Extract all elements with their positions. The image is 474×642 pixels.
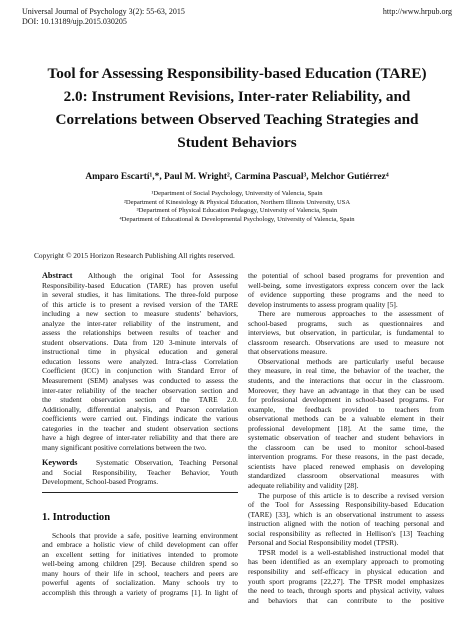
body-line: and behaviors that can contribute to the positive bbox=[248, 595, 444, 605]
body-line: students, and the interactions that occur in the classroom. bbox=[248, 376, 444, 386]
paragraph bbox=[248, 309, 444, 357]
abstract-line: education lessons were analyzed. Intra-class Correlation bbox=[42, 356, 238, 366]
abstract-line: Coefficient (ICC) in conjunction with Standard Error of bbox=[42, 366, 238, 376]
abstract bbox=[42, 271, 238, 452]
body-line: school-based programs, such as questionnaires and bbox=[248, 318, 444, 328]
journal-citation: Universal Journal of Psychology 3(2): 55-63, 2015 bbox=[22, 7, 185, 16]
paragraph bbox=[248, 548, 444, 605]
body-line: the potential of school based programs for prevention and bbox=[248, 271, 444, 280]
body-line: Moreover, they have an advantage in that they can be used bbox=[248, 385, 444, 395]
right-column bbox=[248, 271, 444, 605]
section-heading-introduction: 1. Introduction bbox=[42, 512, 111, 524]
running-header-left bbox=[22, 7, 185, 27]
title-line: 2.0: Instrument Revisions, Inter-rater Reliability, and bbox=[63, 88, 411, 105]
affiliation: ¹Department of Social Psychology, University of Valencia, Spain bbox=[151, 190, 323, 197]
abstract-line: categories in the teacher and student observation sections bbox=[42, 423, 238, 433]
title-line: Correlations between Observed Teaching Strategies and bbox=[55, 111, 419, 128]
body-line: There are numerous approaches to the assessment of bbox=[258, 309, 444, 319]
author-list: Amparo Escartí¹,*, Paul M. Wright², Carmina Pascual³, Melchor Gutiérrez⁴ bbox=[85, 172, 389, 182]
body-line: interviews, but observation, in particular, is fundamental to bbox=[248, 328, 444, 338]
abstract-line: analyze the inter-rater reliability of the instrument, and bbox=[42, 318, 238, 328]
body-line: develop instruments to assess program quality [5]. bbox=[248, 299, 398, 309]
title-line: Tool for Assessing Responsibility-based Education (TARE) bbox=[47, 65, 427, 82]
affiliation: ³Department of Physical Education Pedagogy, University of Valencia, Spain bbox=[136, 207, 338, 215]
body-line: Observational methods are particularly useful because bbox=[258, 356, 444, 366]
affiliations bbox=[20, 190, 454, 224]
body-line: The purpose of this article is to describe a revised version bbox=[258, 490, 444, 500]
intro-line: and embrace a holistic view of child development can offer bbox=[42, 540, 238, 550]
keywords-line: and Social Responsibility, Teacher Behavior, Youth bbox=[42, 467, 238, 477]
abstract-line: Measurement (SEM) analyses was conducted to assess the bbox=[42, 376, 238, 386]
paragraph bbox=[248, 271, 444, 309]
keywords-line: Systematic Observation, Teaching Personal bbox=[96, 458, 238, 468]
affiliation: ²Department of Kinesiology & Physical Education, Northern Illinois University, USA bbox=[123, 198, 351, 206]
body-line: professional development [18]. At the same time, the bbox=[248, 423, 444, 433]
journal-url: http://www.hrpub.org bbox=[382, 7, 452, 16]
paper-title bbox=[26, 62, 448, 154]
copyright-notice: Copyright © 2015 Horizon Research Publishing All rights reserved. bbox=[34, 251, 235, 260]
body-line: adequate reliability and validity [28]. bbox=[248, 481, 359, 491]
abstract-line: of this article is to present a revised version of the TARE bbox=[42, 299, 238, 309]
abstract-line: the student observation section of the TARE 2.0. bbox=[42, 395, 238, 405]
abstract-line: student observations. Data from 120 3-minute intervals of bbox=[42, 337, 238, 347]
body-line: they measure, in real time, the behavior of the teacher, the bbox=[248, 366, 444, 376]
abstract-line: instructional time in physical education and general bbox=[42, 347, 238, 357]
abstract-line: inter-rater reliability of the teacher observation section and bbox=[42, 385, 238, 395]
intro-line: accomplish this through a variety of programs [1]. In light of bbox=[42, 587, 238, 597]
body-line: intervention programs. For these reasons, in the past decade, bbox=[248, 452, 444, 462]
body-line: the need to teach, through sports and physical activity, values bbox=[248, 586, 444, 596]
body-line: TPSR model is a well-established instructional model that bbox=[258, 547, 444, 557]
intro-line: many hours of their life in school, teachers and peers are bbox=[42, 568, 238, 578]
title-line: Student Behaviors bbox=[177, 134, 297, 151]
doi: DOI: 10.13189/ujp.2015.030205 bbox=[22, 17, 127, 26]
intro-line: powerful agents of socialization. Many schools try to bbox=[42, 578, 238, 588]
body-line: of the Tool for Assessing Responsibility-based Education bbox=[248, 500, 444, 510]
keywords bbox=[42, 458, 238, 487]
abstract-line: have a high degree of inter-rater reliability and that there are bbox=[42, 433, 238, 443]
section-divider bbox=[42, 492, 238, 493]
body-line: (TARE) [33], which is an observational instrument to assess bbox=[248, 509, 444, 519]
body-line: example, the feedback provided to teachers from bbox=[248, 404, 444, 414]
body-line: Personal and Social Responsibility model (TPSR). bbox=[248, 538, 399, 548]
abstract-line: coefficients were carried out. Findings indicate the various bbox=[42, 414, 238, 424]
abstract-line: Responsibility-based Education (TARE) has proven useful bbox=[42, 280, 238, 290]
body-line: well-being, some investigators express concern over the lack bbox=[248, 280, 444, 290]
intro-line: an excellent setting for initiatives intended to promote bbox=[42, 549, 238, 559]
abstract-line: including a new section to measure students' behaviors, bbox=[42, 309, 238, 319]
keywords-line: Development, School-based Programs. bbox=[42, 477, 159, 487]
abstract-line: Additionally, differential analysis, and Pearson correlation bbox=[42, 404, 238, 414]
abstract-label: Abstract bbox=[42, 271, 73, 280]
body-line: instruction aligned with the notion of teaching personal and bbox=[248, 519, 444, 529]
abstract-line: many significant positive correlations between the two. bbox=[42, 442, 207, 452]
introduction-paragraph bbox=[42, 531, 238, 598]
body-line: of evidence supporting these programs and the need to bbox=[248, 290, 444, 300]
body-line: the classroom can be used to monitor school-based bbox=[248, 442, 444, 452]
intro-line: Schools that provide a safe, positive learning environment bbox=[52, 530, 238, 540]
abstract-line: Although the original Tool for Assessing bbox=[87, 271, 238, 280]
body-line: social responsibility as reflected in Hellison's [13] Teaching bbox=[248, 528, 444, 538]
body-line: youth sport programs [22,27]. The TPSR model emphasizes bbox=[248, 576, 444, 586]
body-line: responsibility and self-efficacy in physical education and bbox=[248, 566, 444, 576]
body-line: observational methods can be a valuable element in their bbox=[248, 414, 444, 424]
paragraph bbox=[248, 357, 444, 491]
paragraph bbox=[248, 491, 444, 548]
intro-line: well-being among children [29]. Because children spend so bbox=[42, 559, 238, 569]
body-line: that observations measure. bbox=[248, 347, 328, 357]
body-line: has been identified as an exemplary approach to promoting bbox=[248, 557, 444, 567]
abstract-line: assess the relationships between results of teacher and bbox=[42, 328, 238, 338]
left-column bbox=[42, 271, 238, 597]
body-line: scientists have placed renewed emphasis on developing bbox=[248, 461, 444, 471]
affiliation: ⁴Department of Educational & Developmental Psychology, University of Valencia, Spain bbox=[119, 215, 355, 223]
body-line: classroom research. Observations are used to measure not bbox=[248, 337, 444, 347]
keywords-label: Keywords bbox=[42, 458, 78, 468]
abstract-line: in several studies, it has limitations. The three-fold purpose bbox=[42, 290, 238, 300]
body-line: standardized classroom observational measures with bbox=[248, 471, 444, 481]
body-line: for professional development in school-based programs. For bbox=[248, 395, 444, 405]
body-line: systematic observation of teacher and student behaviors in bbox=[248, 433, 444, 443]
